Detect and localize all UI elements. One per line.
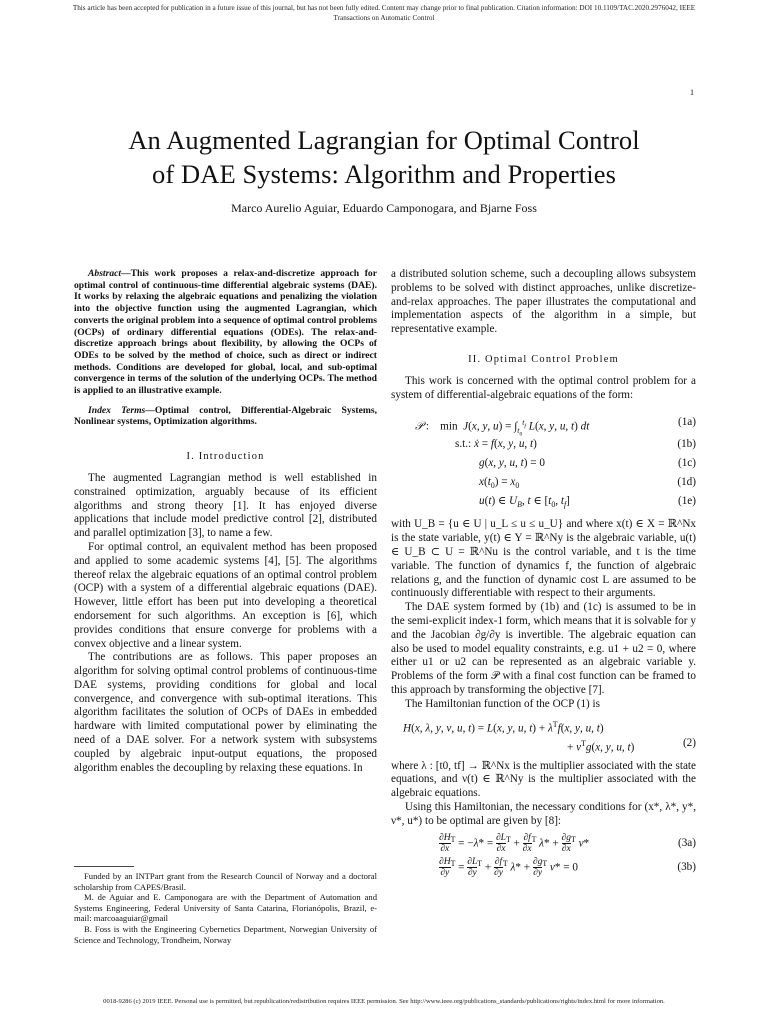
equation-number-1d: (1d) [677,476,696,489]
intro-paragraph-3: The contributions are as follows. This paper proposes an algorithm for solving optimal control problems of continuous-time DAE systems, providing conditions for global and local convergence, and convergence with sub-optimal iterations. This algorithm facilitates the solution of OCPs of DAEs in embedded hardware with limited computational power by eliminating the need of a DAE solver. For a network system with subsystems coupled by algebraic input-output equations, the proposed algorithm enables the decoupling by relaxing these equations. In [74,651,377,774]
equation-1b: s.t.: ẋ = f(x, y, u, t) (1b) [455,438,696,451]
paper-title [40,123,728,191]
banner-line-2: Transactions on Automatic Control [333,14,435,22]
equation-number-1a: (1a) [677,416,696,429]
footnote-affiliation-1: M. de Aguiar and E. Camponogara are with the Department of Automation and Systems Engineering, Federal University of Santa Catarina, Florianópolis, Brazil, e-mail: marcoaaguiar@gmail [74,892,377,924]
equation-2-line-2: + $\nu^Tg(x$, y, u, t) (2) [567,736,696,754]
equation-1d: $x(t_0) = x_0$ (1d) [479,476,696,491]
equation-2 [391,718,696,756]
equation-number-2: (2) [682,736,696,749]
index-terms-text: —Optimal control, Differential-Algebraic Systems, Nonlinear systems, Optimization algorithms. [74,404,377,428]
right-column [391,268,696,881]
intro-paragraph-2: For optimal control, an equivalent method has been proposed and applied to some academic systems [4], [5]. The algorithms thereof relax the algebraic equations of an optimal control problem (OCP) with a system of a differential algebraic equations (DAE). However, little effort has been put into developing a theoretical endorsement for such algorithms. An exception is [6], which provides conditions that ensure converge for problems with a convex objective and a linear system. [74,540,377,650]
ocp-paragraph-2: with U_B = {u ∈ U | u_L ≤ u ≤ u_U} and where x(t) ∈ X = ℝ^Nx is the state variable, y(t) ∈ Y = ℝ^Ny is the algebraic variable, u(t) ∈ U_B ⊂ U = ℝ^Nu is the control variable, and t is the time variable. The function of dynamics f, the function of algebraic relations g, and the function of dynamic cost L are assumed to be continuously differentiable with respect to their arguments. [391,518,696,600]
footnotes [74,866,377,945]
equation-number-1e: (1e) [677,495,696,508]
author-list: Marco Aurelio Aguiar, Eduardo Camponogara, and Bjarne Foss [231,201,537,215]
abstract [74,268,377,397]
title-line-2: of DAE Systems: Algorithm and Properties [151,159,617,189]
equation-1a: 𝒫 : min J(x, y, $u) = \int_{t_0}^{t_f}$ L(x, y, u, t) dt (1a) [415,416,696,438]
copyright-footer: 0018-9286 (c) 2019 IEEE. Personal use is permitted, but republication/redistribution requires IEEE permission. See http://www.ieee.org/publications_standards/publications/rights/index.html for more information. [103,998,665,1005]
equation-number-1b: (1b) [677,438,696,451]
title-line-1: An Augmented Lagrangian for Optimal Control [128,125,640,155]
ocp-paragraph-6: Using this Hamiltonian, the necessary conditions for (x*, λ*, y*, ν*, u*) to be optimal are given by [8]: [391,800,696,827]
abstract-text: —This work proposes a relax-and-discretize approach for optimal control of continuous-time differential algebraic systems (DAE). It works by relaxing the algebraic equations and penalizing the violation into the objective function using the augmented Lagrangian, which converts the original problem into a sequence of optimal control problems (OCPs) of ordinary differential equations (ODEs). The relax-and-discretize approach brings about flexibility, by allowing the OCPs of ODEs to be solved by the method of choice, such as direct or indirect methods. Conditions are developed for global, local, and sub-optimal convergence in terms of the solution of the underlying OCPs. The method is applied to an illustrative example. [74,268,377,397]
left-column [74,268,377,775]
section-heading-ocp: II. Optimal Control Problem [468,353,619,365]
intro-paragraph-1: The augmented Lagrangian method is well established in constrained optimization, arguably because of its efficient algorithms and strong theory [1]. It has enjoyed diverse applications that include model predictive control [2], distributed and parallel optimization [3], to name a few. [74,471,377,540]
footnote-rule [74,866,134,867]
equation-2-line-1: H(x, λ, y, ν, u, t) = L(x, y, u, $t) + \lambda^Tf(x$, y, u, t) [403,719,604,735]
abstract-label: Abstract [88,268,122,279]
ocp-paragraph-1: This work is concerned with the optimal control problem for a system of differential-algebraic equations of the form: [391,374,696,401]
equation-block-1 [391,412,696,514]
ocp-paragraph-4: The Hamiltonian function of the OCP (1) is [405,697,601,710]
equation-number-1c: (1c) [677,457,696,470]
page-number: 1 [690,88,694,97]
banner-line-1: This article has been accepted for publication in a future issue of this journal, but has not been fully edited. Content may change prior to final publication. Citation information: DOI 10.1109/TAC.2020.2976042, IEEE [72,4,696,12]
intro-paragraph-3-continued: a distributed solution scheme, such a decoupling allows subsystem problems to be solved with distinct approaches, unlike discretize-and-relax approaches. The paper illustrates the computational and implementation aspects of the algorithm in a simple, but representative example. [391,268,696,336]
index-terms-label: Index Terms [88,404,146,416]
equation-number-3a: (3a) [677,836,696,849]
equation-block-3 [391,833,696,881]
journal-banner [0,3,768,23]
index-terms [74,405,377,428]
equation-1c: g(x, y, u, t) = 0 (1c) [479,457,696,470]
footnote-affiliation-2: B. Foss is with the Engineering Cybernetics Department, Norwegian University of Science and Technology, Trondheim, Norway [74,923,377,945]
ocp-paragraph-3: The DAE system formed by (1b) and (1c) is assumed to be in the semi-explicit index-1 form, which means that it is solvable for y and the Jacobian ∂g/∂y is invertible. The algebraic equation can also be used to model equality constraints, e.g. u1 + u2 = 0, where either u1 or u2 can be represented as an algebraic variable y. Problems of the form 𝒫 with a final cost function can be framed to this approach by transforming the objective [7]. [391,601,696,696]
equation-number-3b: (3b) [677,860,696,873]
section-heading-introduction: I. Introduction [186,451,265,463]
equation-3b: $\frac{\partial H}{\partial y}$ $^T$ = $\frac{\partial L}{\partial y}$ $^T$ + $\frac{\partial f}{\partial y}$ $^T$ λ* + $\frac{\partial g}{\partial y}$ $^T$ ν* = 0 (3b) [439,857,696,879]
equation-1e: u(t) ∈ $U_B$, t ∈ [$t_0$, $t_f$] (1e) [479,495,696,510]
footnote-funding: Funded by an INTPart grant from the Research Council of Norway and a doctoral scholarship from CAPES/Brasil. [74,871,377,892]
ocp-paragraph-5: where λ : [t0, tf] → ℝ^Nx is the multiplier associated with the state equations, and ν(t) ∈ ℝ^Ny is the multiplier associated with the algebraic equations. [391,759,696,800]
equation-3a: $\frac{\partial H}{\partial x}$ $^T$ = −λ̇* = $\frac{\partial L}{\partial x}$ $^T$ + $\frac{\partial f}{\partial x}$ $^T$ λ* + $\frac{\partial g}{\partial x}$ $^T$ ν* (3a) [439,833,696,855]
